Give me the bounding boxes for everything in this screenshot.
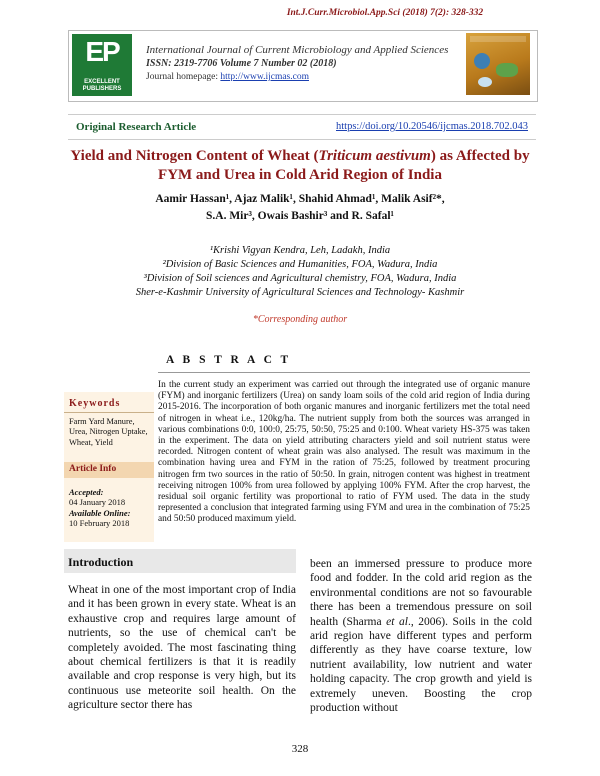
homepage-link[interactable]: http://www.ijcmas.com	[220, 72, 309, 82]
issn-line: ISSN: 2319-7706 Volume 7 Number 02 (2018)	[146, 58, 337, 69]
keywords-heading: Keywords	[69, 398, 121, 409]
homepage-label: Journal homepage:	[146, 72, 221, 82]
affiliation: ³Division of Soil sciences and Agricultural chemistry, FOA, Wadura, India	[143, 273, 457, 284]
authors-line: S.A. Mir³, Owais Bashir³ and R. Safal¹	[206, 210, 394, 222]
running-head: Int.J.Curr.Microbiol.App.Sci (2018) 7(2): 328-332	[286, 8, 484, 18]
article-info-heading: Article Info	[69, 464, 117, 474]
publisher-logo	[72, 34, 132, 96]
authors-line: Aamir Hassan¹, Ajaz Malik¹, Shahid Ahmad¹, Malik Asif²*,	[155, 193, 445, 205]
affiliations	[60, 244, 540, 300]
abstract-heading: A B S T R A C T	[166, 354, 292, 366]
abstract-text: In the current study an experiment was carried out through the integrated use of organic manure (FYM) and inorganic fertilizers (Urea) on sandy loam soils of the cold arid region of India during 2015-2016. The incorporation of both organic manures and inorganic fertilizers met the total need of nitrogen in wheat i.e., 120kg/ha. The nutrient supply from both the sources was arranged in various combinations 0:0, 100:0, 25:75, 50:50, 75:25 and 0:100. Wheat variety HS-375 was taken in the experiment. The data on yield attributing characters yield and soil nutrient status were recorded. Nitrogen content of wheat grain was also analysed. The result was maximum in the combination having urea and FYM in the ration of 75:25, followed by treatment procuring nitrogen frm two sources in the ratio of 50:50. In grain, nitrogen content was highest in treatment receiving nitrogen 100% from urea followed by applying 100% FYM. After the crop harvest, the residual soil organic fertility was proportional to ratio of FYM used. The data in the study represented a conclusion that integrated farming using FYM and urea in the combination of 75:25 and 50:50 produced maximum yield.	[158, 380, 530, 525]
article-dates	[69, 487, 153, 529]
affiliation: Sher-e-Kashmir University of Agricultural Sciences and Technology- Kashmir	[135, 287, 465, 298]
doi-link[interactable]: https://doi.org/10.20546/ijcmas.2018.702.043	[335, 121, 528, 132]
article-type: Original Research Article	[76, 121, 197, 133]
et-al: et al	[386, 615, 408, 628]
body-column-left: Wheat in one of the most important crop of India and it has been grown in every state. Wheat is an exhaustive crop and requires large amount of nutrients, so the use of chemical can't be completely avoided. The most fascinating thing about chemical fertilizers is that it is readily available and crop response is very high, but its continuous use meteorite soil health. On the agriculture sector there has	[68, 584, 296, 712]
introduction-heading: Introduction	[68, 555, 134, 569]
abstract-divider	[158, 372, 530, 373]
logo-text: EXCELLENT PUBLISHERS	[82, 79, 122, 92]
page-number: 328	[291, 743, 309, 755]
affiliation: ²Division of Basic Sciences and Humanities, FOA, Wadura, India	[162, 259, 438, 270]
journal-cover-image	[466, 33, 530, 95]
author-list	[60, 191, 540, 225]
body-column-right: been an immersed pressure to produce more food and fodder. In the cold arid region as the environmental conditions are not so favourable there has been a tremendous pressure on soil health (Sharma et al., 2006). Soils in the cold arid region have different types and perform differently as they have coarse texture, low nutrient availability, low nutrient and water holding capacity. The crop growth and yield is extremely uneven. Boosting the crop production without	[310, 558, 533, 715]
available-label: Available Online:	[69, 507, 131, 518]
journal-name: International Journal of Current Microbiology and Applied Sciences	[146, 44, 449, 56]
accepted-label: Accepted:	[69, 487, 104, 497]
journal-homepage	[146, 72, 309, 82]
keywords-list: Farm Yard Manure, Urea, Nitrogen Uptake, Wheat, Yield	[69, 417, 148, 447]
accepted-date: 04 January 2018	[69, 497, 126, 508]
logo-letters: EP	[85, 36, 119, 67]
corresponding-author-note: *Corresponding author	[252, 314, 348, 325]
available-date: 10 February 2018	[69, 518, 130, 529]
affiliation: ¹Krishi Vigyan Kendra, Leh, Ladakh, India	[209, 245, 391, 256]
species-name: Triticum aestivum	[318, 148, 431, 164]
keywords-divider	[64, 412, 154, 413]
article-title: Yield and Nitrogen Content of Wheat (Triticum aestivum) as Affected by FYM and Urea in Cold Arid Region of India	[70, 148, 530, 183]
